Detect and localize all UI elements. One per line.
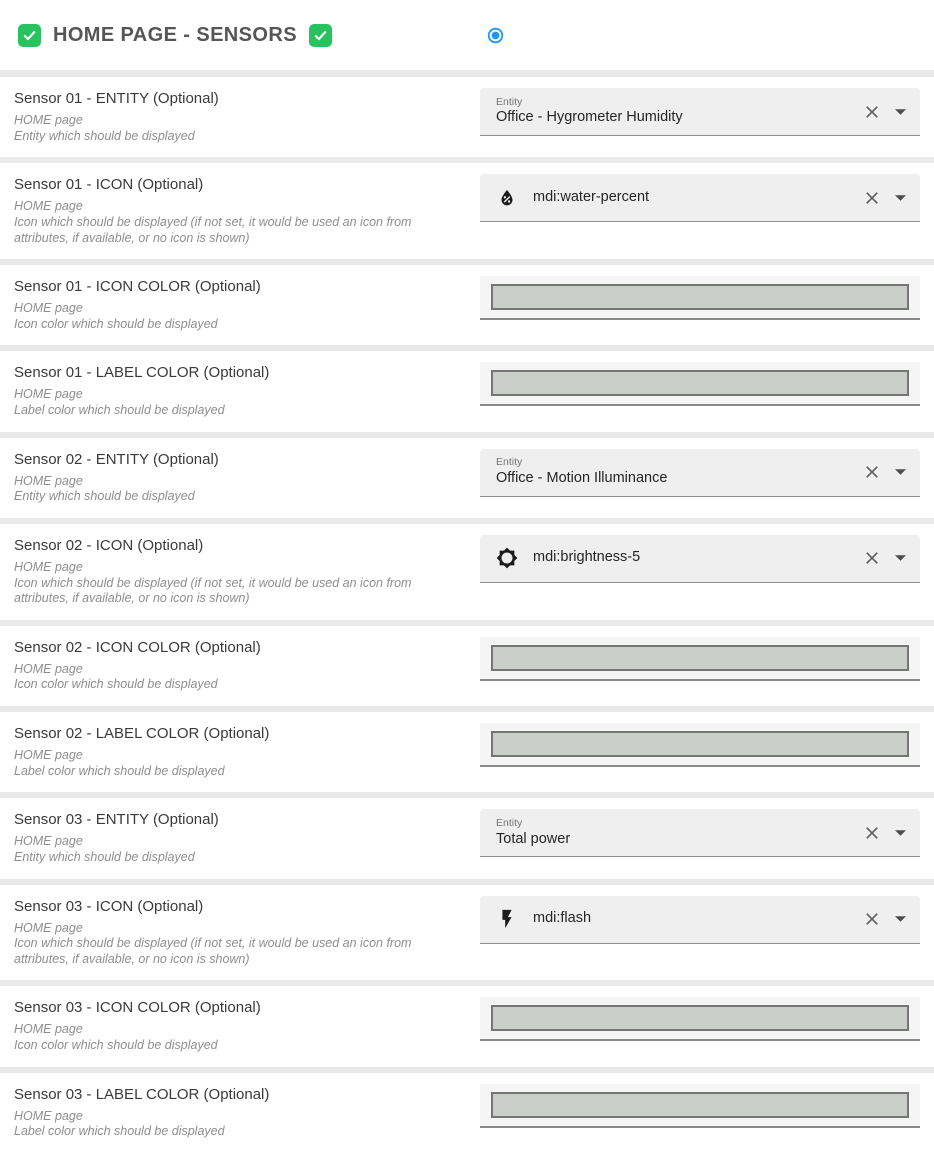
dropdown-caret-icon[interactable] [895, 830, 906, 836]
row-title: Sensor 02 - ICON (Optional) [14, 536, 204, 554]
settings-row [0, 524, 934, 620]
row-description: Icon which should be displayed (if not set, it would be used an icon from attributes, if available, or no icon is shown) [14, 936, 412, 966]
row-description: Icon color which should be displayed [14, 677, 218, 692]
row-field [480, 637, 920, 693]
row-subtitle: HOME page [14, 748, 83, 762]
color-input[interactable] [480, 637, 920, 681]
settings-row [0, 163, 934, 259]
row-description: Icon color which should be displayed [14, 1038, 218, 1052]
dropdown-caret-icon[interactable] [895, 555, 906, 561]
clear-icon[interactable] [862, 548, 882, 568]
row-field [480, 809, 920, 865]
row-subtitle: HOME page [14, 661, 83, 676]
row-subtitle: HOME page [14, 1108, 83, 1123]
field-texts [496, 97, 862, 126]
row-title: Sensor 03 - ENTITY (Optional) [14, 811, 219, 829]
row-field [480, 896, 920, 968]
field-texts [533, 550, 862, 566]
row-text [14, 449, 480, 505]
row-text [14, 362, 480, 418]
settings-row [0, 986, 934, 1066]
settings-row [0, 712, 934, 792]
settings-row [0, 798, 934, 878]
brightness-icon [496, 547, 518, 569]
select-field[interactable] [480, 174, 920, 222]
color-swatch[interactable] [491, 284, 909, 310]
row-subtitle: HOME page [14, 301, 83, 316]
row-field [480, 535, 920, 607]
field-value: Total power [496, 831, 571, 847]
field-label: Entity [496, 95, 523, 108]
row-text [14, 637, 480, 693]
row-title: Sensor 03 - ICON (Optional) [14, 897, 204, 915]
row-description: Label color which should be displayed [14, 763, 225, 778]
settings-row [0, 885, 934, 981]
rows [0, 77, 934, 1153]
color-input[interactable] [480, 362, 920, 406]
settings-row [0, 351, 934, 431]
row-field [480, 362, 920, 418]
check-icon [18, 24, 41, 47]
settings-row [0, 77, 934, 157]
header [0, 0, 934, 70]
row-title: Sensor 03 - ICON COLOR (Optional) [14, 999, 261, 1017]
clear-icon[interactable] [862, 102, 882, 122]
settings-row [0, 265, 934, 345]
row-text [14, 174, 480, 246]
select-field[interactable] [480, 88, 920, 136]
dropdown-caret-icon[interactable] [895, 916, 906, 922]
clear-icon[interactable] [862, 462, 882, 482]
row-subtitle: HOME page [14, 920, 83, 935]
row-field [480, 1084, 920, 1140]
row-description: Icon which should be displayed (if not set, it would be used an icon from attributes, if available, or no icon is shown) [14, 214, 412, 245]
row-subtitle: HOME page [14, 387, 83, 402]
flash-icon [496, 908, 518, 930]
row-description: Label color which should be displayed [14, 1124, 225, 1139]
row-text [14, 1084, 480, 1140]
row-field [480, 723, 920, 779]
row-text [14, 809, 480, 865]
row-description: Entity which should be displayed [14, 128, 195, 143]
row-text [14, 723, 480, 779]
row-field [480, 276, 920, 332]
field-texts [496, 457, 862, 486]
row-text [14, 896, 480, 968]
row-field [480, 449, 920, 505]
row-title: Sensor 01 - LABEL COLOR (Optional) [14, 364, 270, 382]
row-field [480, 88, 920, 144]
dropdown-caret-icon[interactable] [895, 195, 906, 201]
row-field [480, 174, 920, 246]
field-label: Entity [496, 456, 523, 469]
row-subtitle: HOME page [14, 1022, 83, 1037]
row-text [14, 276, 480, 332]
check-icon [309, 24, 332, 47]
row-title: Sensor 02 - ENTITY (Optional) [14, 450, 219, 468]
radio-button-icon[interactable] [487, 27, 504, 44]
page-title: HOME PAGE - SENSORS [53, 23, 297, 46]
settings-row [0, 438, 934, 518]
row-title: Sensor 02 - LABEL COLOR (Optional) [14, 725, 270, 742]
field-value: mdi:brightness-5 [533, 550, 641, 566]
row-title: Sensor 01 - ICON (Optional) [14, 176, 204, 194]
dropdown-caret-icon[interactable] [895, 109, 906, 115]
clear-icon[interactable] [862, 909, 882, 929]
clear-icon[interactable] [862, 823, 882, 843]
settings-row [0, 1073, 934, 1153]
row-subtitle: HOME page [14, 199, 83, 214]
color-input[interactable] [480, 1084, 920, 1128]
row-title: Sensor 01 - ENTITY (Optional) [14, 90, 219, 107]
row-description: Label color which should be displayed [14, 403, 225, 417]
field-value: mdi:flash [533, 911, 592, 927]
color-swatch[interactable] [491, 731, 909, 757]
clear-icon[interactable] [862, 188, 882, 208]
row-subtitle: HOME page [14, 113, 83, 127]
field-value: Office - Hygrometer Humidity [496, 110, 683, 126]
row-field [480, 997, 920, 1053]
row-text [14, 88, 480, 144]
select-field[interactable] [480, 809, 920, 857]
dropdown-caret-icon[interactable] [895, 469, 906, 475]
select-field[interactable] [480, 449, 920, 497]
color-input[interactable] [480, 997, 920, 1041]
field-label: Entity [496, 817, 523, 830]
row-text [14, 535, 480, 607]
field-texts [533, 190, 862, 206]
row-description: Entity which should be displayed [14, 489, 195, 504]
field-value: Office - Motion Illuminance [496, 470, 668, 486]
select-field[interactable] [480, 535, 920, 583]
color-swatch[interactable] [491, 1005, 909, 1031]
color-swatch[interactable] [491, 370, 909, 396]
row-title: Sensor 02 - ICON COLOR (Optional) [14, 638, 261, 656]
color-input[interactable] [480, 723, 920, 767]
color-swatch[interactable] [491, 1092, 909, 1118]
color-input[interactable] [480, 276, 920, 320]
row-text [14, 997, 480, 1053]
row-description: Icon color which should be displayed [14, 316, 218, 331]
water-percent-icon [496, 187, 518, 209]
select-field[interactable] [480, 896, 920, 944]
row-subtitle: HOME page [14, 834, 83, 849]
row-description: Entity which should be displayed [14, 849, 195, 864]
row-subtitle: HOME page [14, 559, 83, 574]
settings-row [0, 626, 934, 706]
field-texts [496, 818, 862, 847]
field-texts [533, 911, 862, 927]
row-title: Sensor 03 - LABEL COLOR (Optional) [14, 1085, 270, 1103]
row-subtitle: HOME page [14, 473, 83, 488]
field-value: mdi:water-percent [533, 189, 650, 205]
row-description: Icon which should be displayed (if not set, it would be used an icon from attributes, if available, or no icon is shown) [14, 575, 412, 606]
row-title: Sensor 01 - ICON COLOR (Optional) [14, 278, 261, 296]
color-swatch[interactable] [491, 645, 909, 671]
